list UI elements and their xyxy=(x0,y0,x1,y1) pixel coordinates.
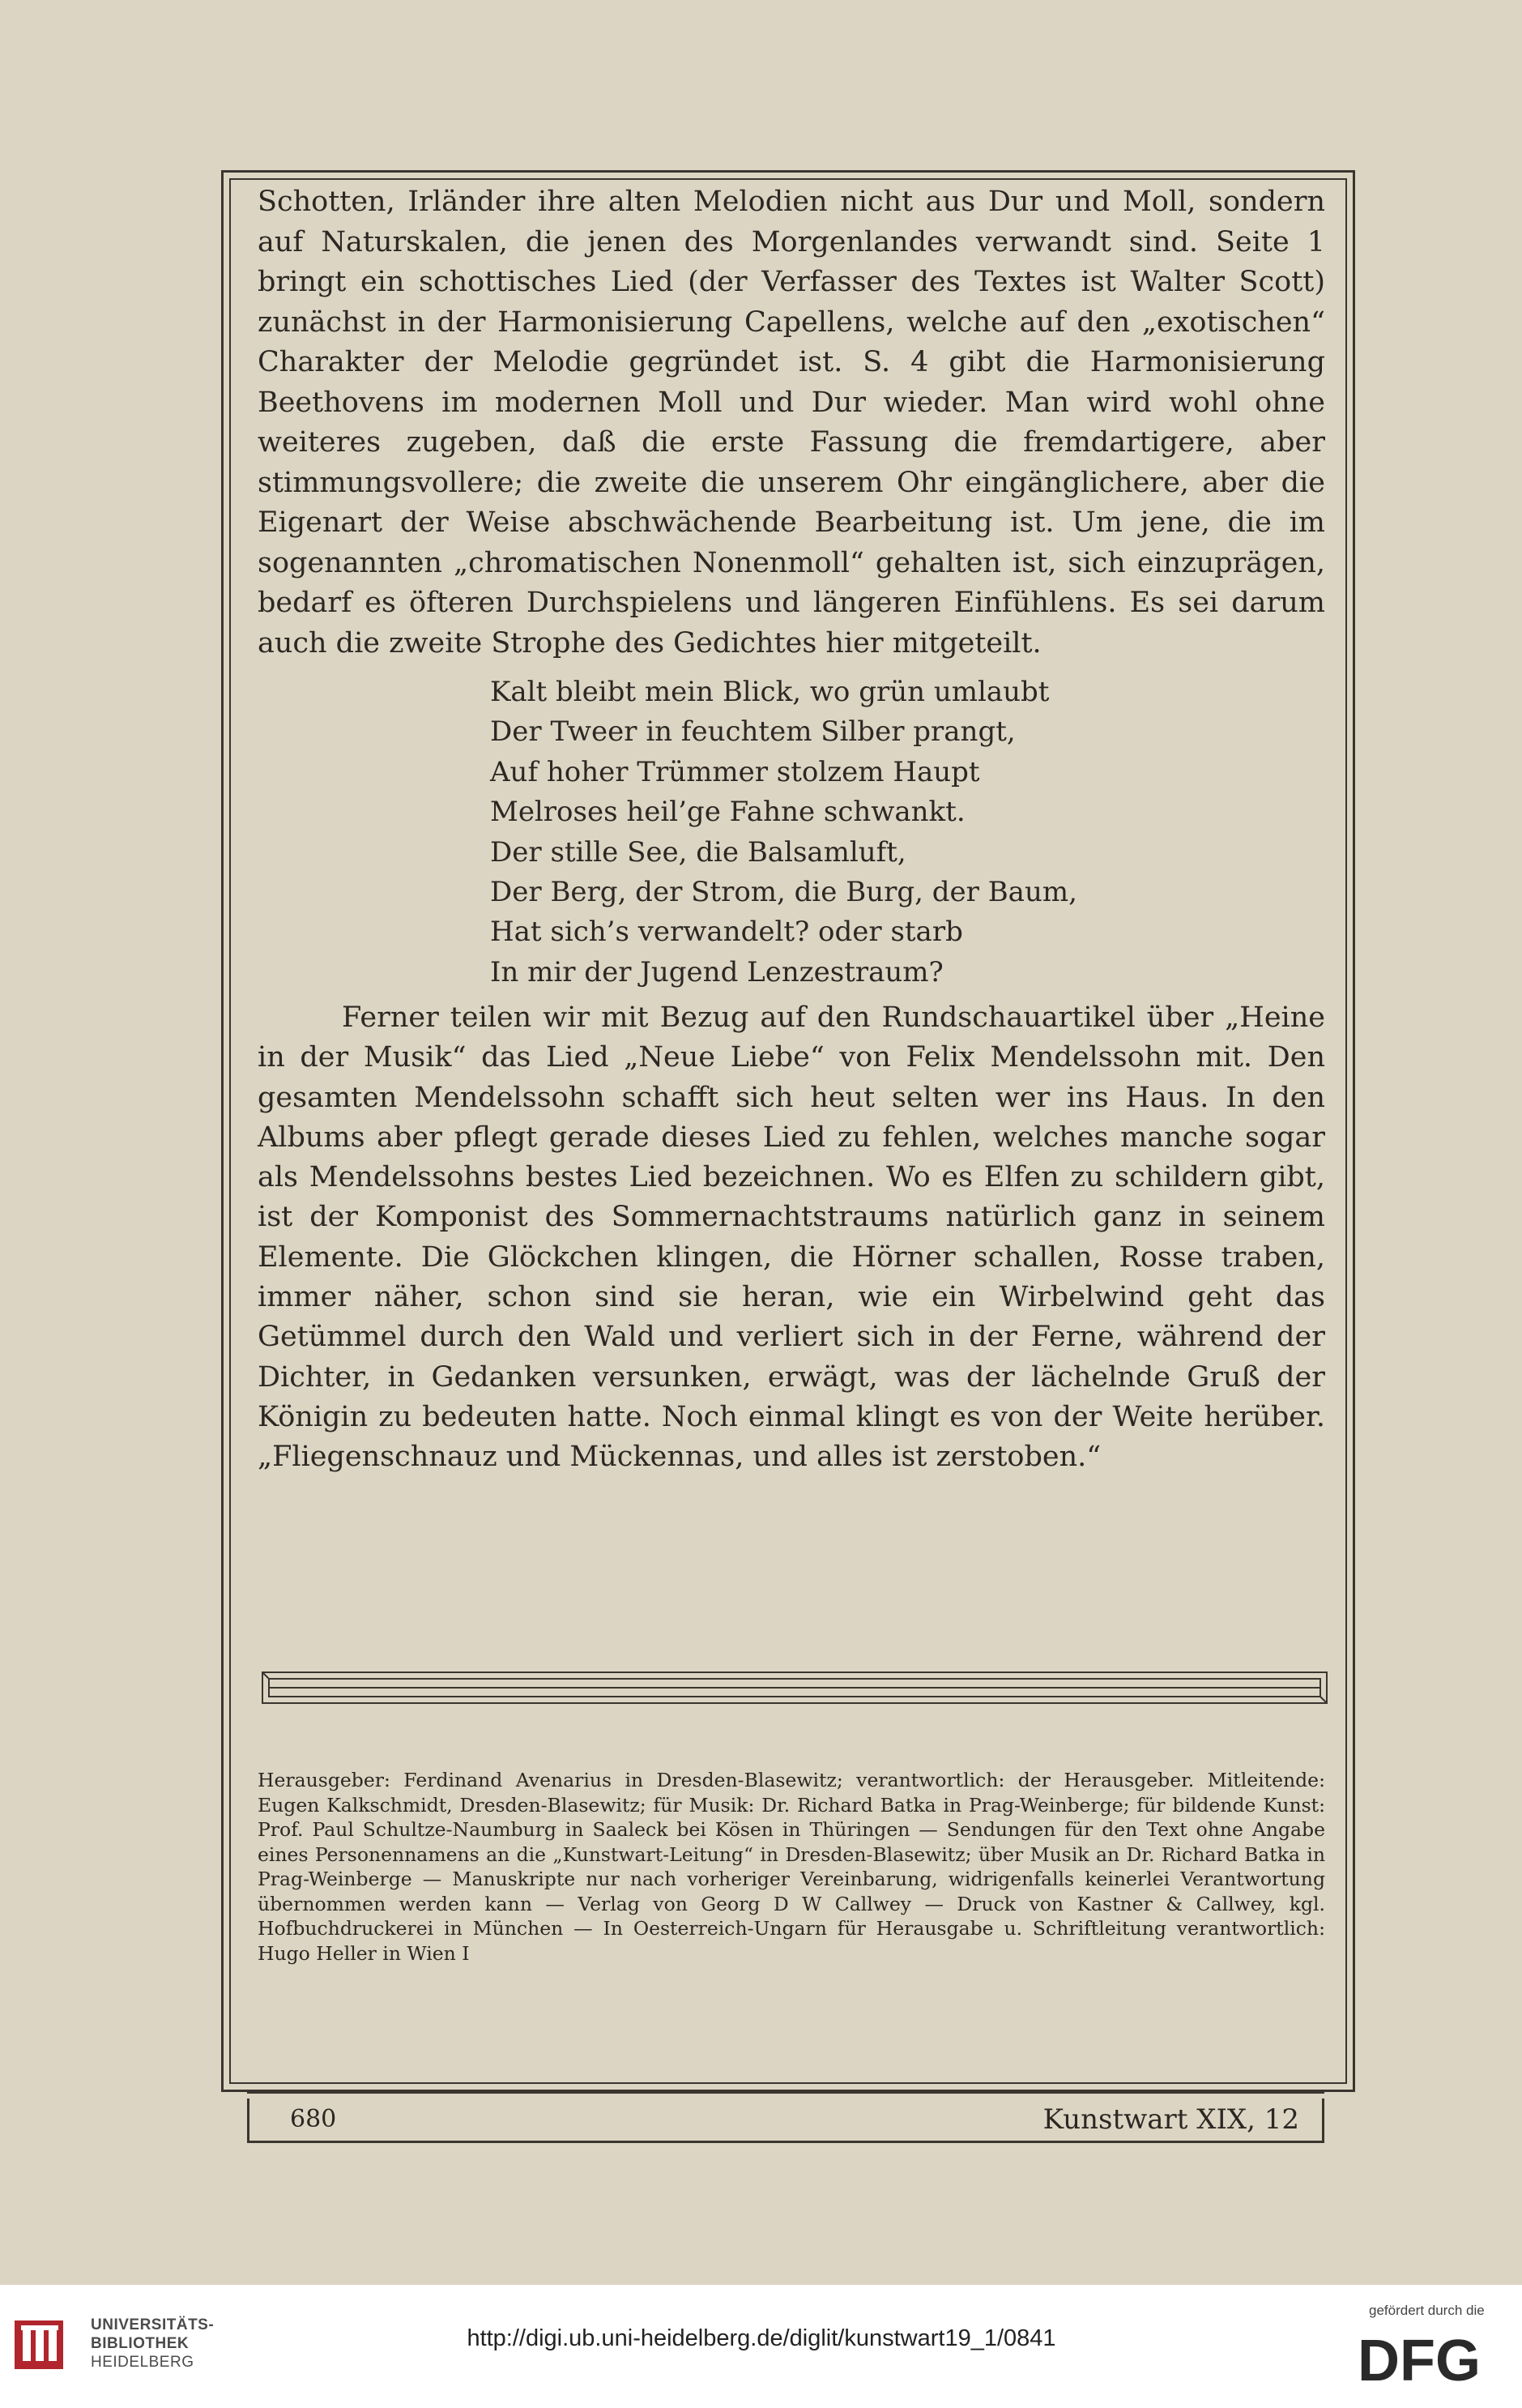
poem-line: Der stille See, die Balsamluft, xyxy=(490,835,906,869)
university-seal-icon xyxy=(11,2317,84,2374)
dfg-logo-icon xyxy=(1354,2327,1512,2392)
poem-line: Melroses heil’ge Fahne schwankt. xyxy=(490,796,966,829)
article-body xyxy=(258,182,1325,664)
poem-line: Kalt bleibt mein Blick, wo grün umlaubt xyxy=(490,676,1050,708)
folio-rule xyxy=(247,2092,1324,2094)
poem-line: Der Berg, der Strom, die Burg, der Baum, xyxy=(490,876,1077,909)
library-line: BIBLIOTHEK xyxy=(91,2335,190,2352)
imprint xyxy=(258,1768,1325,1966)
poem-stanza xyxy=(490,672,1138,993)
article-body-continued xyxy=(258,998,1325,1478)
poem-line: Auf hoher Trümmer stolzem Haupt xyxy=(490,755,980,788)
library-line: UNIVERSITÄTS- xyxy=(91,2316,215,2333)
funding-note: gefördert durch die xyxy=(1369,2303,1485,2318)
permalink[interactable]: http://digi.ub.uni-heidelberg.de/diglit/kunstwart19_1/0841 xyxy=(467,2325,1056,2351)
poem-line: Hat sich’s verwandelt? oder starb xyxy=(490,916,963,949)
imprint-text: Herausgeber: Ferdinand Avenarius in Dresden-Blasewitz; verantwortlich: der Herausgeber. Mitleitende: Eugen Kalkschmidt, Dresden-Blasewitz; für Musik: Dr. Richard Batka in Prag-Weinberge; für bildende Kunst: Prof. Paul Schultze-Naumburg in Saaleck bei Kösen in Thüringen — Sendungen für den Text ohne Angabe eines Personennamens an die „Kunstwart-Leitung“ in Dresden-Blasewitz; über Musik an Dr. Richard Batka in Prag-Weinberge — Manuskripte nur nach vorheriger Vereinbarung, widrigenfalls keinerlei Verantwortung übernommen werden kann — Verlag von Georg D W Callwey — Druck von Kastner & Callwey, kgl. Hofbuchdruckerei in München — In Oesterreich-Ungarn für Herausgabe u. Schriftleitung verantwortlich: Hugo Heller in Wien I xyxy=(258,1769,1325,1965)
page-number: 680 xyxy=(290,2105,337,2133)
folio-bar xyxy=(247,2098,1324,2143)
viewer-footer xyxy=(0,2285,1522,2408)
library-name xyxy=(91,2316,214,2372)
poem-line: Der Tweer in feuchtem Silber prangt, xyxy=(490,715,1016,749)
ornamental-divider xyxy=(261,1669,1328,1706)
poem-line: In mir der Jugend Lenzestraum? xyxy=(490,955,944,988)
dfg-logo-text: DFG xyxy=(1358,2329,1481,2392)
paragraph-2: Ferner teilen wir mit Bezug auf den Rundschauartikel über „Heine in der Musik“ das Lied „Neue Liebe“ von Felix Mendelssohn mit. Den gesamten Mendelssohn schafft sich heut selten wer ins Haus. In den Albums aber pflegt gerade dieses Lied zu fehlen, welches manche sogar als Mendelssohns bestes Lied bezeichnen. Wo es Elfen zu schildern gibt, ist der Komponist des Sommernachtstraums natürlich ganz in seinem Elemente. Die Glöckchen klingen, die Hörner schallen, Rosse traben, immer näher, schon sind sie heran, wie ein Wirbelwind geht das Getümmel durch den Wald und verliert sich in der Ferne, während der Dichter, in Gedanken versunken, erwägt, was der lächelnde Gruß der Königin zu bedeuten hatte. Noch einmal klingt es von der Weite herüber. „Fliegenschnauz und Mückennas, und alles ist zerstoben.“ xyxy=(258,1001,1325,1474)
running-title: Kunstwart XIX, 12 xyxy=(1042,2103,1299,2136)
paragraph-1: Schotten, Irländer ihre alten Melodien nicht aus Dur und Moll, sondern auf Naturskalen, die jenen des Morgenlandes verwandt sind. Seite 1 bringt ein schottisches Lied (der Verfasser des Textes ist Walter Scott) zunächst in der Harmonisierung Capellens, welche auf den „exotischen“ Charakter der Melodie gegründet ist. S. 4 gibt die Harmonisierung Beethovens im modernen Moll und Dur wieder. Man wird wohl ohne weiteres zugeben, daß die erste Fassung die fremdartigere, aber stimmungsvollere; die zweite die unserem Ohr eingänglichere, aber die Eigenart der Weise abschwächende Bearbeitung ist. Um jene, die im sogenannten „chromatischen Nonenmoll“ gehalten ist, sich einzuprägen, bedarf es öfteren Durchspielens und längeren Einfühlens. Es sei darum auch die zweite Strophe des Gedichtes hier mitgeteilt. xyxy=(258,186,1325,660)
library-line: HEIDELBERG xyxy=(91,2354,194,2371)
